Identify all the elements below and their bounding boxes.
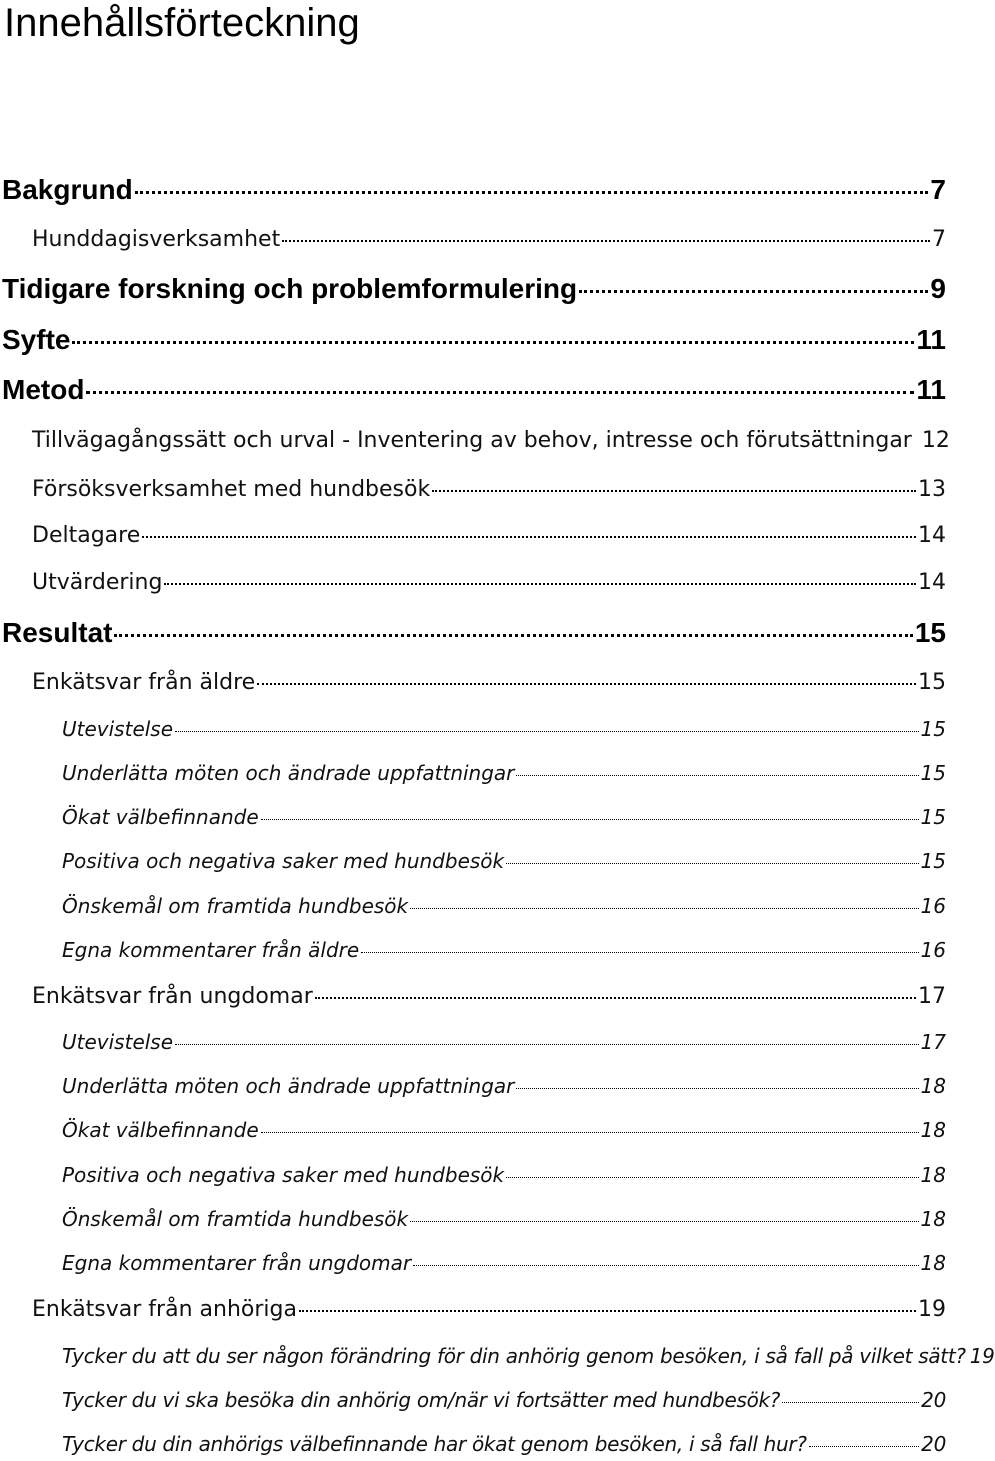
toc-entry-label: Tillvägagångssätt och urval - Inventering av behov, intresse och förutsättningar (32, 428, 912, 453)
toc-page-number: 11 (916, 324, 946, 355)
toc-page-number: 14 (918, 570, 946, 595)
toc-entry-label: Tycker du din anhörigs välbefinnande har ökat genom besöken, i så fall hur? (62, 1432, 807, 1456)
toc-leader (413, 1265, 918, 1266)
toc-entry-label: Utvärdering (32, 570, 163, 595)
toc-leader (410, 1221, 918, 1222)
toc-page-number: 17 (920, 1030, 946, 1054)
toc-leader (315, 997, 916, 999)
toc-leader (86, 391, 914, 394)
toc-entry-label: Metod (2, 374, 85, 405)
toc-entry-utevistelse[interactable] (62, 1027, 946, 1057)
toc-page-number: 15 (920, 805, 946, 829)
toc-leader (114, 634, 912, 637)
toc-page-number: 20 (921, 1432, 946, 1456)
toc-page-number: 11 (916, 374, 946, 405)
toc-page-number: 9 (930, 273, 946, 304)
toc-page-number: 18 (920, 1163, 946, 1187)
toc-page-number: 18 (920, 1118, 946, 1142)
toc-entry-label: Önskemål om framtida hundbesök (62, 1207, 409, 1231)
toc-page-number: 15 (920, 761, 946, 785)
page-title: Innehållsförteckning (4, 1, 360, 45)
toc-entry-enkatsvar-anhoriga[interactable] (32, 1294, 946, 1326)
toc-entry-label: Egna kommentarer från äldre (62, 938, 360, 962)
toc-entry-label: Hunddagisverksamhet (32, 227, 281, 252)
toc-page-number: 18 (920, 1074, 946, 1098)
toc-entry-label: Försöksverksamhet med hundbesök (32, 477, 431, 502)
toc-leader (506, 863, 918, 864)
toc-page-number: 20 (921, 1388, 946, 1412)
toc-entry-egna-kommentarer-ungdomar[interactable] (62, 1248, 946, 1278)
toc-page-number: 15 (918, 670, 946, 695)
toc-entry-label: Bakgrund (2, 174, 133, 205)
toc-entry-enkatsvar-ungdomar[interactable] (32, 981, 946, 1013)
toc-entry-valbefinnande-anhorig[interactable] (62, 1429, 946, 1459)
toc-leader (282, 240, 930, 242)
toc-page-number: 14 (918, 523, 946, 548)
toc-entry-label: Utevistelse (62, 717, 174, 741)
toc-entry-label: Enkätsvar från ungdomar (32, 984, 313, 1009)
toc-entry-deltagare[interactable] (32, 520, 946, 552)
toc-entry-positiva-negativa[interactable] (62, 846, 946, 876)
toc-leader (410, 908, 918, 909)
toc-entry-onskemal[interactable] (62, 891, 946, 921)
toc-entry-okat-valbefinnande[interactable] (62, 802, 946, 832)
toc-entry-forsoksverksamhet[interactable] (32, 474, 946, 506)
toc-entry-utvardering[interactable] (32, 567, 946, 599)
toc-page-number: 15 (920, 717, 946, 741)
toc-leader (135, 191, 929, 194)
toc-page-number: 7 (930, 174, 946, 205)
toc-leader (432, 490, 916, 492)
toc-leader (175, 1044, 919, 1045)
toc-entry-label: Underlätta möten och ändrade uppfattningar (62, 761, 515, 785)
toc-page-number: 15 (914, 617, 946, 648)
toc-entry-label: Utevistelse (62, 1030, 174, 1054)
toc-leader (142, 536, 916, 538)
toc-entry-syfte[interactable] (2, 321, 946, 359)
toc-page-number: 15 (920, 849, 946, 873)
toc-leader (175, 731, 919, 732)
toc-entry-hunddagisverksamhet[interactable] (32, 224, 946, 256)
toc-entry-utevistelse[interactable] (62, 714, 946, 744)
toc-entry-label: Tycker du vi ska besöka din anhörig om/när vi fortsätter med hundbesök? (62, 1388, 781, 1412)
toc-page-number: 12 (921, 428, 950, 453)
toc-entry-underlatta-moten[interactable] (62, 758, 946, 788)
toc-entry-label: Deltagare (32, 523, 141, 548)
toc-page-number: 19 (918, 1297, 946, 1322)
toc-leader (516, 775, 918, 776)
toc-leader (809, 1446, 919, 1447)
toc-entry-tidigare-forskning[interactable] (2, 270, 946, 308)
toc-leader (506, 1177, 918, 1178)
toc-entry-label: Egna kommentarer från ungdomar (62, 1251, 412, 1275)
toc-page-number: 7 (932, 227, 946, 252)
toc-page-number: 17 (918, 984, 946, 1009)
toc-leader (361, 952, 918, 953)
toc-entry-label: Resultat (2, 617, 113, 648)
toc-entry-forandring-anhorig[interactable] (62, 1341, 995, 1371)
toc-entry-resultat[interactable] (2, 614, 946, 652)
toc-entry-label: Tycker du att du ser någon förändring för din anhörig genom besöken, i så fall på vilket sätt? (62, 1344, 966, 1368)
toc-page-number: 19 (969, 1344, 995, 1368)
toc-entry-label: Enkätsvar från äldre (32, 670, 256, 695)
toc-entry-label: Enkätsvar från anhöriga (32, 1297, 297, 1322)
toc-leader (579, 290, 928, 293)
toc-entry-label: Önskemål om framtida hundbesök (62, 894, 409, 918)
toc-leader (164, 583, 916, 585)
toc-leader (257, 683, 916, 685)
toc-entry-onskemal[interactable] (62, 1204, 946, 1234)
toc-entry-label: Positiva och negativa saker med hundbesök (62, 849, 505, 873)
toc-entry-label: Positiva och negativa saker med hundbesök (62, 1163, 505, 1187)
toc-entry-label: Ökat välbefinnande (62, 805, 259, 829)
toc-entry-bakgrund[interactable] (2, 171, 946, 209)
toc-entry-label: Underlätta möten och ändrade uppfattningar (62, 1074, 515, 1098)
toc-leader (261, 1132, 919, 1133)
toc-page-number: 16 (920, 938, 946, 962)
toc-entry-egna-kommentarer-aldre[interactable] (62, 935, 946, 965)
toc-entry-positiva-negativa[interactable] (62, 1160, 946, 1190)
toc-entry-okat-valbefinnande[interactable] (62, 1115, 946, 1145)
toc-entry-label: Tidigare forskning och problemformulering (2, 273, 578, 304)
toc-page-number: 18 (920, 1251, 946, 1275)
toc-entry-metod[interactable] (2, 371, 946, 409)
toc-leader (261, 819, 919, 820)
toc-entry-underlatta-moten[interactable] (62, 1071, 946, 1101)
toc-leader (516, 1088, 918, 1089)
toc-page-number: 13 (918, 477, 946, 502)
toc-leader (299, 1310, 916, 1312)
toc-entry-label: Syfte (2, 324, 71, 355)
toc-leader (72, 341, 914, 344)
toc-page-number: 18 (920, 1207, 946, 1231)
toc-leader (782, 1402, 919, 1403)
toc-entry-enkatsvar-aldre[interactable] (32, 667, 946, 699)
toc-page-number: 16 (920, 894, 946, 918)
toc-entry-tillvagagangssatt[interactable] (32, 425, 950, 457)
toc-entry-label: Ökat välbefinnande (62, 1118, 259, 1142)
toc-entry-besoka-anhorig[interactable] (62, 1385, 946, 1415)
